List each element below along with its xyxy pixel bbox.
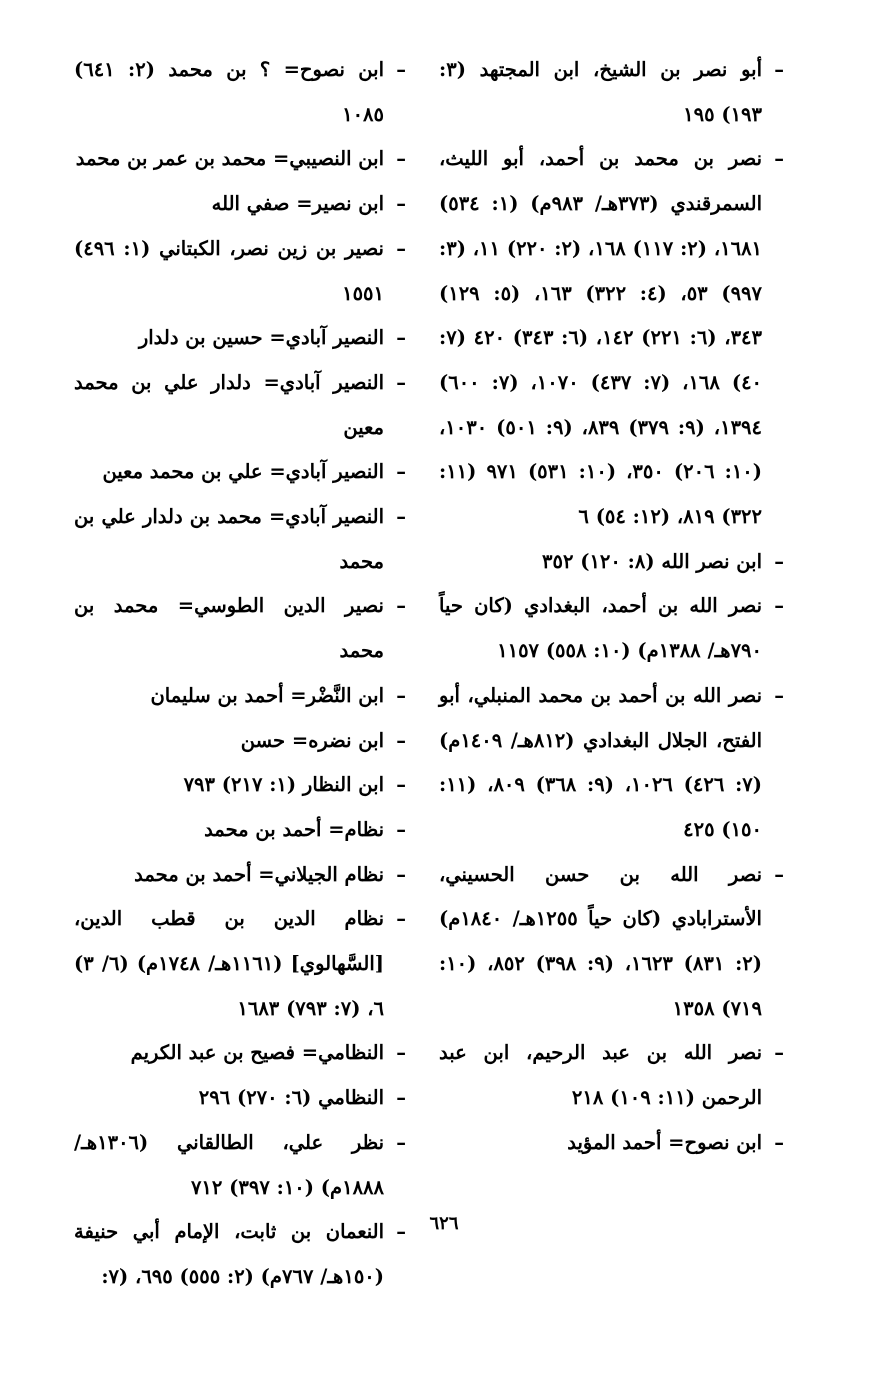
index-entry [439,540,784,585]
entry-text: النصير آبادي= دلدار علي بن محمد معين [74,370,384,439]
entry-dash: – [396,326,406,350]
entry-text: نظام= أحمد بن محمد [204,817,384,841]
entry-text: نصر الله بن عبد الرحيم، ابن عبد الرحمن (١١: ١٠٩) ٢١٨ [439,1041,762,1110]
entry-dash: – [396,1041,406,1065]
index-entry [74,137,406,182]
index-entry [439,137,784,539]
entry-dash: – [774,862,784,886]
index-entry [74,719,406,764]
entry-text: ابن نصوح= أحمد المؤيد [567,1130,762,1154]
entry-text: نظام الدين بن قطب الدين، [السَّهالوي] (١١٦١هـ/ ١٧٤٨م) (٦/ ٣) ٦، (٧: ٧٩٣) ١٦٨٣ [74,907,384,1020]
index-entry [74,316,406,361]
entry-text: ابن نضره= حسن [240,728,384,752]
entry-dash: – [396,1220,406,1244]
index-column-left [74,48,406,1300]
entry-dash: – [396,147,406,171]
entry-text: ابن نصر الله (٨: ١٢٠) ٣٥٢ [542,549,762,573]
entry-dash: – [396,862,406,886]
entry-dash: – [396,1130,406,1154]
index-entry [439,674,784,853]
entry-dash: – [774,1130,784,1154]
entry-dash: – [396,817,406,841]
index-entry [74,897,406,1031]
index-entry [439,1031,784,1120]
page-number: ٦٢٦ [429,1213,459,1234]
entry-text: النظامي (٦: ٢٧٠) ٢٩٦ [198,1086,384,1110]
entry-text: النظامي= فصيح بن عبد الكريم [130,1041,384,1065]
entry-dash: – [396,58,406,81]
entry-dash: – [396,236,406,260]
entry-text: نصر الله بن أحمد، البغدادي (كان حياً ٧٩٠هـ/ ١٣٨٨م) (١٠: ٥٥٨) ١١٥٧ [439,594,762,663]
entry-text: ابن النظار (١: ٢١٧) ٧٩٣ [183,773,384,797]
entry-text: نصر الله بن حسن الحسيني، الأسترابادي (كان حياً ١٢٥٥هـ/ ١٨٤٠م) (٢: ٨٣١) ١٦٢٣، (٩: ٣٩٨) ٨٥٢، (١٠: ٧١٩) ١٣٥٨ [439,862,762,1020]
index-entry [439,584,784,673]
index-entry [74,361,406,450]
entry-text: نظام الجيلاني= أحمد بن محمد [134,862,384,886]
entry-dash: – [774,58,784,81]
index-entry [74,674,406,719]
index-entry [74,763,406,808]
index-entry [74,584,406,673]
index-column-right [439,48,784,1166]
entry-dash: – [774,147,784,171]
entry-dash: – [396,773,406,797]
index-entry [74,495,406,584]
entry-dash: – [396,460,406,484]
entry-dash: – [774,549,784,573]
index-entry [74,227,406,316]
entry-dash: – [396,907,406,931]
entry-dash: – [396,683,406,707]
entry-text: النصير آبادي= علي بن محمد معين [102,460,384,484]
entry-dash: – [396,192,406,216]
index-entry [74,182,406,227]
index-entry [74,853,406,898]
entry-dash: – [774,594,784,618]
entry-text: ابن نصوح= ؟ بن محمد (٢: ٦٤١) ١٠٨٥ [74,58,384,126]
index-entry [74,1076,406,1121]
entry-text: نصر الله بن أحمد بن محمد المنبلي، أبو الفتح، الجلال البغدادي (٨١٢هـ/ ١٤٠٩م) (٧: ٤٢٦) ١٠٢٦، (٩: ٣٦٨) ٨٠٩، (١١: ١٥٠) ٤٢٥ [439,683,762,841]
entry-dash: – [396,505,406,529]
index-entry [74,1031,406,1076]
entry-dash: – [396,594,406,618]
entry-text: نصير بن زين نصر، الكبتاني (١: ٤٩٦) ١٥٥١ [74,236,384,305]
entry-text: النصير آبادي= محمد بن دلدار علي بن محمد [74,505,384,573]
entry-dash: – [774,683,784,707]
index-entry [439,48,784,137]
entry-text: نظر علي، الطالقاني (١٣٠٦هـ/ ١٨٨٨م) (١٠: ٣٩٧) ٧١٢ [74,1130,384,1199]
entry-text: ابن النصيبي= محمد بن عمر بن محمد [75,147,384,171]
entry-dash: – [396,1086,406,1110]
index-entry [74,808,406,853]
entry-dash: – [774,1041,784,1065]
entry-text: نصر بن محمد بن أحمد، أبو الليث، السمرقندي (٣٧٣هـ/ ٩٨٣م) (١: ٥٣٤) ١٦٨١، (٢: ١١٧) ١٦٨، (٢: ٢٢٠) ١١، (٣: ٩٩٧) ٥٣، (٤: ٣٢٢) ١٦٣، (٥: ١٢٩) ٣٤٣، (٦: ٢٢١) ١٤٢، (٦: ٣٤٣) ٤٢٠ (٧: ٤٠) ١٦٨، (٧: ٤٣٧) ١٠٧٠، (٧: ٦٠٠) ١٣٩٤، (٩: ٣٧٩) ٨٣٩، (٩: ٥٠١) ١٠٣٠، (١٠: ٢٠٦) ٣٥٠، (١٠: ٥٣١) ٩٧١ (١١: ٣٢٢) ٨١٩، (١٢: ٥٤) ٦ [439,147,763,529]
entry-dash: – [396,728,406,752]
entry-text: النعمان بن ثابت، الإمام أبي حنيفة (١٥٠هـ/ ٧٦٧م) (٢: ٥٥٥) ٦٩٥، (٧: [74,1220,384,1288]
entry-text: نصير الدين الطوسي= محمد بن محمد [74,594,384,663]
index-entry [74,450,406,495]
entry-text: أبو نصر بن الشيخ، ابن المجتهد (٣: ١٩٣) ١٩٥ [439,58,762,126]
index-entry [74,48,406,137]
entry-text: ابن نصير= صفي الله [211,192,384,216]
entry-text: ابن النَّضْر= أحمد بن سليمان [150,683,384,707]
index-entry [439,853,784,1032]
index-entry [439,1121,784,1166]
entry-dash: – [396,370,406,394]
index-entry [74,1121,406,1210]
entry-text: النصير آبادي= حسين بن دلدار [138,326,384,350]
